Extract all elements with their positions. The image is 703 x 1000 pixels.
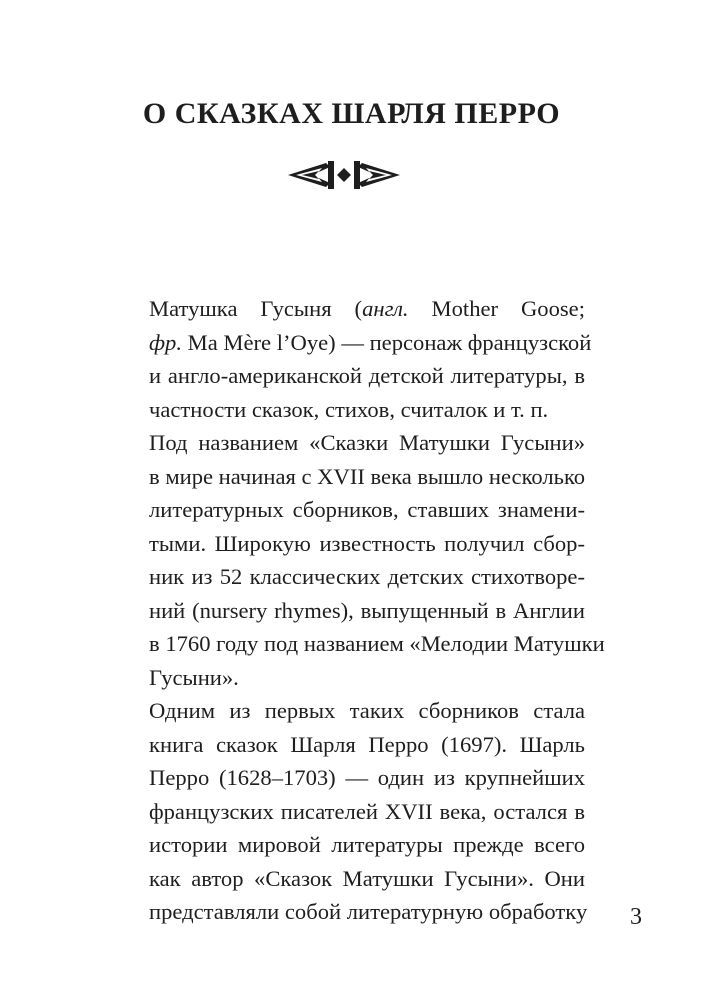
text-line: представляли собой литературную обработку (149, 899, 588, 924)
text-line: французских писателей XVII века, остался в (149, 798, 585, 824)
text-line: в мире начиная с XVII века вышло несколько (149, 463, 586, 489)
text-line: литературных сборников, ставших знамени- (149, 497, 585, 522)
text-line: истории мировой литературы прежде всего (149, 832, 585, 857)
text-fragment: Матушка Гусыня ( (149, 296, 363, 321)
page-title: О СКАЗКАХ ШАРЛЯ ПЕРРО (142, 97, 561, 130)
text-line (122, 292, 585, 326)
text-line: частности сказок, стихов, считалок и т. п. (149, 396, 549, 422)
italic-abbreviation: англ. (362, 296, 409, 321)
paragraph (122, 694, 588, 929)
text-line: ник из 52 классических детских стихотворе- (149, 564, 585, 589)
text-line: Под названием «Сказки Матушки Гусыни» (149, 430, 585, 455)
text-line: Гусыни». (149, 664, 239, 690)
text-line: в 1760 году под названием «Мелодии Матушки (149, 631, 605, 656)
text-line: Перро (1628–1703) — один из крупнейших (149, 765, 585, 790)
text-line: и англо-американской детской литературы, в (149, 363, 585, 388)
text-line: как автор «Сказок Матушки Гусыни». Они (149, 865, 585, 891)
paragraph (122, 426, 605, 694)
text-line: Одним из первых таких сборников стала (149, 698, 585, 723)
text-line: книга сказок Шарля Перро (1697). Шарль (149, 731, 585, 757)
body-text (122, 292, 605, 929)
ornamental-divider-icon (286, 157, 402, 193)
text-fragment: Mother Goose; (408, 296, 585, 321)
italic-abbreviation: фр. (149, 329, 182, 355)
text-line (122, 326, 592, 360)
paragraph (122, 292, 592, 426)
text-line: ний (nursery rhymes), выпущенный в Англии (149, 597, 585, 623)
text-line: тыми. Широкую известность получил сбор- (149, 530, 585, 556)
text-fragment: Ma Mère l’Oye) — персонаж французской (182, 329, 592, 355)
page-number: 3 (630, 904, 642, 930)
